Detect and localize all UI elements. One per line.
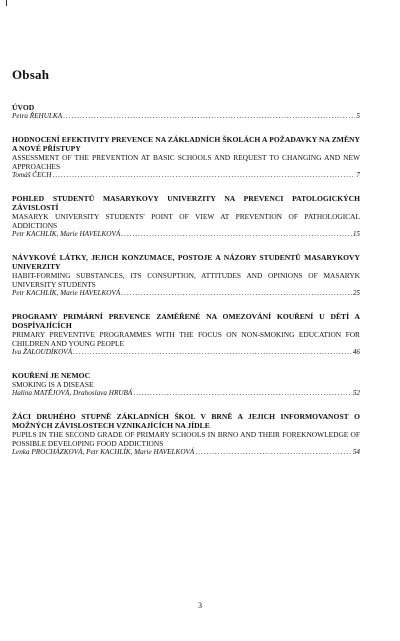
toc-entry-title: HODNOCENÍ EFEKTIVITY PREVENCE NA ZÁKLADNÍCH ŠKOLÁCH A POŽADAVKY NA ZMĚNY A NOVÉ PŘÍSTUPY — [12, 135, 360, 153]
toc-entry[interactable] — [12, 312, 360, 357]
toc-page-number: 7 — [356, 171, 360, 179]
toc-entry-title: POHLED STUDENTŮ MASARYKOVY UNIVERZITY NA PREVENCI PATOLOGICKÝCH ZÁVISLOSTÍ — [12, 194, 360, 212]
toc-authors: Iva ŽALOUDÍKOVÁ — [12, 348, 73, 356]
toc-leader-dots — [52, 171, 355, 180]
toc-entry[interactable] — [12, 103, 360, 121]
toc-leader-dots — [63, 112, 355, 121]
toc-entry[interactable] — [12, 194, 360, 239]
toc-entry-english-title: PUPILS IN THE SECOND GRADE OF PRIMARY SCHOOLS IN BRNO AND THEIR FOREKNOWLEDGE OF POSSIBLE DEVELOPING FOOD ADDICTIONS — [12, 430, 360, 448]
toc-entry-title: ŽÁCI DRUHÉHO STUPNĚ ZÁKLADNÍCH ŠKOL V BRNĚ A JEJICH INFORMOVANOST O MOŽNÝCH ZÁVISLOSTECH VZNIKAJÍCÍCH NA JÍDLE — [12, 412, 360, 430]
toc-entry[interactable] — [12, 371, 360, 398]
toc-author-line — [12, 348, 360, 357]
toc-entry-title: KOUŘENÍ JE NEMOC — [12, 371, 91, 380]
toc-entry-english-title: SMOKING IS A DISEASE — [12, 380, 94, 389]
toc-authors: Petr KACHLÍK, Marie HAVELKOVÁ — [12, 230, 121, 238]
toc-leader-dots — [121, 230, 352, 239]
toc-entry[interactable] — [12, 412, 360, 457]
toc-entry-english-title: HABIT-FORMING SUBSTANCES, ITS CONSUPTION, ATTITUDES AND OPINIONS OF MASARYK UNIVERSITY STUDENTS — [12, 271, 360, 289]
toc-authors: Petra ŘEHULKA — [12, 112, 63, 120]
toc-entry[interactable] — [12, 253, 360, 298]
toc-leader-dots — [195, 448, 352, 457]
toc-author-line — [12, 230, 360, 239]
toc-entry-english-title: MASARYK UNIVERSITY STUDENTS' POINT OF VIEW AT PREVENTION OF PATHOLOGICAL ADDICTIONS — [12, 212, 360, 230]
toc-entry-title: ÚVOD — [12, 103, 35, 112]
page-title: Obsah — [12, 66, 50, 82]
toc-authors: Tomáš ČECH — [12, 171, 52, 179]
toc-page-number: 52 — [352, 389, 360, 397]
toc-page-number: 25 — [352, 289, 360, 297]
toc-entry-english-title: PRIMARY PREVENTIVE PROGRAMMES WITH THE FOCUS ON NON-SMOKING EDUCATION FOR CHILDREN AND YOUNG PEOPLE — [12, 330, 360, 348]
toc-authors: Petr KACHLÍK, Marie HAVELKOVÁ — [12, 289, 121, 297]
toc-author-line — [12, 289, 360, 298]
toc-leader-dots — [121, 289, 352, 298]
toc-leader-dots — [73, 348, 352, 357]
toc-author-line — [12, 112, 360, 121]
toc-page-number: 46 — [352, 348, 360, 356]
page-number-footer: 3 — [198, 601, 202, 610]
toc-entry-title: PROGRAMY PRIMÁRNÍ PREVENCE ZAMĚŘENÉ NA OMEZOVÁNÍ KOUŘENÍ U DĚTÍ A DOSPÍVAJÍCÍCH — [12, 312, 360, 330]
toc-page-number: 5 — [356, 112, 360, 120]
toc-leader-dots — [133, 389, 352, 398]
toc-entry-english-title: ASSESSMENT OF THE PREVENTION AT BASIC SCHOOLS AND REQUEST TO CHANGING AND NEW APPROACHES — [12, 153, 360, 171]
toc-page-number: 54 — [352, 448, 360, 456]
toc-author-line — [12, 448, 360, 457]
toc-page-number: 15 — [352, 230, 360, 238]
toc-entry[interactable] — [12, 135, 360, 180]
toc-authors: Halina MATĚJOVÁ, Drahoslava HRUBÁ — [12, 389, 133, 397]
scan-artifact — [6, 0, 7, 6]
toc-author-line — [12, 171, 360, 180]
toc-entry-title: NÁVYKOVÉ LÁTKY, JEJICH KONZUMACE, POSTOJE A NÁZORY STUDENTŮ MASARYKOVY UNIVERZITY — [12, 253, 360, 271]
table-of-contents — [12, 103, 360, 471]
toc-authors: Lenka PROCHÁZKOVÁ, Petr KACHLÍK, Marie HAVELKOVÁ — [12, 448, 195, 456]
toc-author-line — [12, 389, 360, 398]
